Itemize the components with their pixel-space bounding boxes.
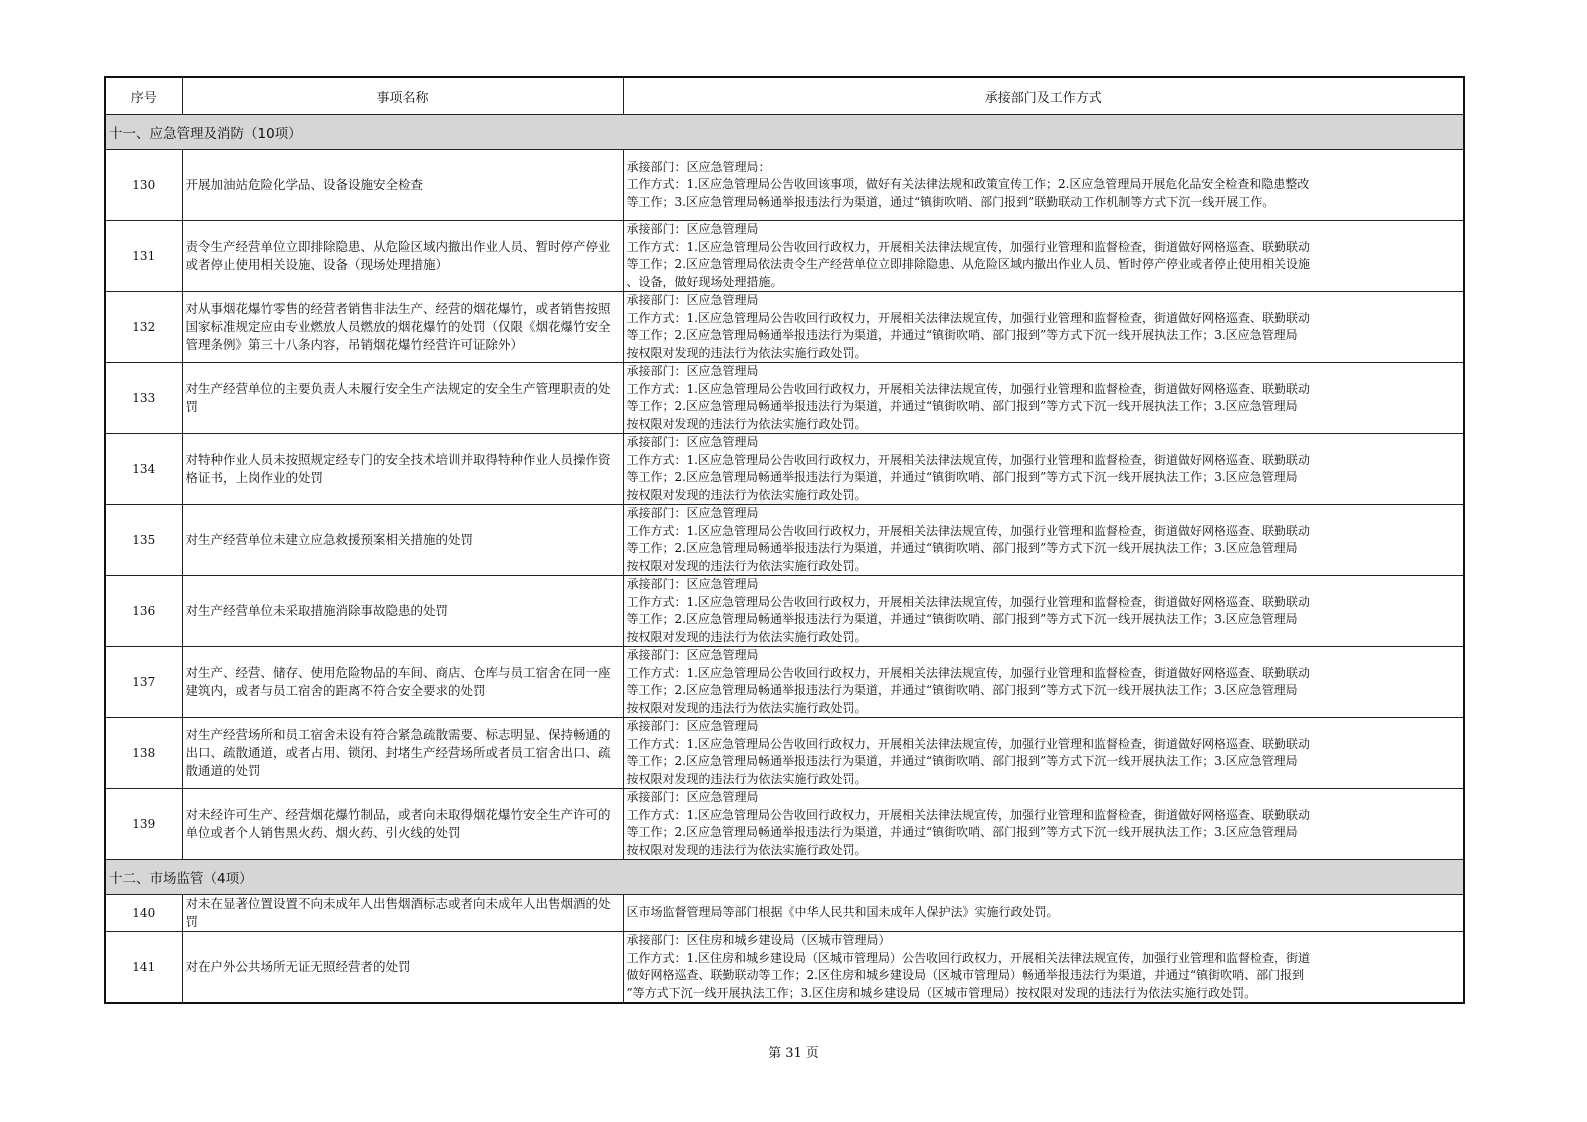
item-name: 对未经许可生产、经营烟花爆竹制品，或者向未取得烟花爆竹安全生产许可的单位或者个人销售黑火药、烟火药、引火线的处罚 [182, 789, 623, 860]
department-method-line: 承接部门：区应急管理局： [626, 159, 771, 174]
item-name: 对生产经营单位未采取措施消除事故隐患的处罚 [182, 576, 623, 647]
department-method-line: 等工作；2.区应急管理局畅通举报违法行为渠道，并通过“镇街吹哨、部门报到”等方式下沉一线开展执法工作；3.区应急管理局 [626, 612, 1298, 626]
table-row [105, 434, 1464, 505]
department-method [623, 505, 1464, 576]
table-row [105, 576, 1464, 647]
item-name: 对生产经营单位未建立应急救援预案相关措施的处罚 [182, 505, 623, 576]
section-row [105, 115, 1464, 150]
department-method-line: 承接部门：区应急管理局 [626, 435, 759, 449]
department-method-line: 承接部门：区应急管理局 [626, 719, 759, 733]
department-method [623, 150, 1464, 221]
row-number: 132 [105, 292, 182, 363]
department-method-line: 等工作；2.区应急管理局畅通举报违法行为渠道，并通过“镇街吹哨、部门报到”等方式下沉一线开展执法工作；3.区应急管理局 [626, 399, 1298, 413]
department-method [623, 895, 1464, 932]
section-title: 十一、应急管理及消防（10项） [105, 115, 1464, 150]
table-row [105, 150, 1464, 221]
department-method-line: 等工作；3.区应急管理局畅通举报违法行为渠道，通过“镇街吹哨、部门报到”联勤联动工作机制等方式下沉一线开展工作。 [626, 194, 1275, 209]
department-method-line: 等工作；2.区应急管理局畅通举报违法行为渠道，并通过“镇街吹哨、部门报到”等方式下沉一线开展执法工作；3.区应急管理局 [626, 825, 1298, 839]
row-number: 137 [105, 647, 182, 718]
department-method-line: 工作方式：1.区应急管理局公告收回行政权力，开展相关法律法规宣传，加强行业管理和监督检查，街道做好网格巡查、联勤联动 [626, 310, 1310, 325]
table-row [105, 363, 1464, 434]
department-method [623, 292, 1464, 363]
item-name: 对未在显著位置设置不向未成年人出售烟酒标志或者向未成年人出售烟酒的处罚 [182, 895, 623, 932]
row-number: 133 [105, 363, 182, 434]
item-name: 对生产、经营、储存、使用危险物品的车间、商店、仓库与员工宿舍在同一座建筑内，或者与员工宿舍的距离不符合安全要求的处罚 [182, 647, 623, 718]
department-method [623, 434, 1464, 505]
table-row [105, 718, 1464, 789]
department-method-line: 按权限对发现的违法行为依法实施行政处罚。 [626, 416, 867, 431]
department-method-line: 承接部门：区应急管理局 [626, 648, 759, 662]
department-method-line: 按权限对发现的违法行为依法实施行政处罚。 [626, 771, 867, 786]
department-method-line: 等工作；2.区应急管理局畅通举报违法行为渠道，并通过“镇街吹哨、部门报到”等方式下沉一线开展执法工作；3.区应急管理局 [626, 470, 1298, 484]
items-table [104, 76, 1465, 1004]
section-row [105, 860, 1464, 895]
department-method [623, 576, 1464, 647]
department-method-line: 承接部门：区应急管理局 [626, 577, 759, 591]
department-method [623, 363, 1464, 434]
row-number: 130 [105, 150, 182, 221]
item-name: 对在户外公共场所无证无照经营者的处罚 [182, 932, 623, 1004]
item-name: 对生产经营场所和员工宿舍未设有符合紧急疏散需要、标志明显、保持畅通的出口、疏散通道，或者占用、锁闭、封堵生产经营场所或者员工宿舍出口、疏散通道的处罚 [182, 718, 623, 789]
department-method-line: 按权限对发现的违法行为依法实施行政处罚。 [626, 345, 867, 360]
department-method-line: 工作方式：1.区应急管理局公告收回该事项，做好有关法律法规和政策宣传工作；2.区应急管理局开展危化品安全检查和隐患整改 [626, 177, 1310, 192]
department-method [623, 718, 1464, 789]
table-header-row [105, 77, 1464, 115]
department-method-line: 等工作；2.区应急管理局依法责令生产经营单位立即排除隐患、从危险区域内撤出作业人员、暂时停产停业或者停止使用相关设施 [626, 257, 1310, 271]
department-method-line: 做好网格巡查、联勤联动等工作；2.区住房和城乡建设局（区城市管理局）畅通举报违法行为渠道，并通过“镇街吹哨、部门报到 [626, 968, 1305, 982]
department-method-line: 工作方式：1.区应急管理局公告收回行政权力，开展相关法律法规宣传，加强行业管理和监督检查，街道做好网格巡查、联勤联动 [626, 807, 1310, 822]
department-method-line: 、设备，做好现场处理措施。 [626, 274, 783, 289]
department-method [623, 647, 1464, 718]
table-row [105, 789, 1464, 860]
department-method-line: 工作方式：1.区应急管理局公告收回行政权力，开展相关法律法规宣传，加强行业管理和监督检查，街道做好网格巡查、联勤联动 [626, 239, 1310, 254]
item-name: 对从事烟花爆竹零售的经营者销售非法生产、经营的烟花爆竹，或者销售按照国家标准规定应由专业燃放人员燃放的烟花爆竹的处罚（仅限《烟花爆竹安全管理条例》第三十八条内容，吊销烟花爆竹经营许可证除外） [182, 292, 623, 363]
department-method-line: 工作方式：1.区应急管理局公告收回行政权力，开展相关法律法规宣传，加强行业管理和监督检查，街道做好网格巡查、联勤联动 [626, 594, 1310, 609]
header-item-name: 事项名称 [182, 77, 623, 115]
header-department-method: 承接部门及工作方式 [623, 77, 1464, 115]
department-method-line: 承接部门：区应急管理局 [626, 364, 759, 378]
department-method-line: 按权限对发现的违法行为依法实施行政处罚。 [626, 487, 867, 502]
department-method-line: 等工作；2.区应急管理局畅通举报违法行为渠道，并通过“镇街吹哨、部门报到”等方式下沉一线开展执法工作；3.区应急管理局 [626, 683, 1298, 697]
department-method-line: 承接部门：区住房和城乡建设局（区城市管理局） [626, 933, 891, 947]
row-number: 131 [105, 221, 182, 292]
department-method-line: 工作方式：1.区住房和城乡建设局（区城市管理局）公告收回行政权力，开展相关法律法规宣传，加强行业管理和监督检查，街道 [626, 950, 1310, 965]
department-method [623, 221, 1464, 292]
department-method-line: 等工作；2.区应急管理局畅通举报违法行为渠道，并通过“镇街吹哨、部门报到”等方式下沉一线开展执法工作；3.区应急管理局 [626, 328, 1298, 342]
department-method-line: 工作方式：1.区应急管理局公告收回行政权力，开展相关法律法规宣传，加强行业管理和监督检查，街道做好网格巡查、联勤联动 [626, 381, 1310, 396]
row-number: 140 [105, 895, 182, 932]
department-method-line: 工作方式：1.区应急管理局公告收回行政权力，开展相关法律法规宣传，加强行业管理和监督检查，街道做好网格巡查、联勤联动 [626, 665, 1310, 680]
item-name: 对生产经营单位的主要负责人未履行安全生产法规定的安全生产管理职责的处罚 [182, 363, 623, 434]
department-method-line: ”等方式下沉一线开展执法工作；3.区住房和城乡建设局（区城市管理局）按权限对发现的违法行为依法实施行政处罚。 [626, 985, 1257, 1000]
department-method-line: 按权限对发现的违法行为依法实施行政处罚。 [626, 700, 867, 715]
header-number: 序号 [105, 77, 182, 115]
department-method-line: 区市场监督管理局等部门根据《中华人民共和国未成年人保护法》实施行政处罚。 [626, 905, 1059, 920]
item-name: 开展加油站危险化学品、设备设施安全检查 [182, 150, 623, 221]
item-name: 对特种作业人员未按照规定经专门的安全技术培训并取得特种作业人员操作资格证书，上岗作业的处罚 [182, 434, 623, 505]
department-method-line: 工作方式：1.区应急管理局公告收回行政权力，开展相关法律法规宣传，加强行业管理和监督检查，街道做好网格巡查、联勤联动 [626, 523, 1310, 538]
department-method-line: 工作方式：1.区应急管理局公告收回行政权力，开展相关法律法规宣传，加强行业管理和监督检查，街道做好网格巡查、联勤联动 [626, 452, 1310, 467]
table-row [105, 647, 1464, 718]
section-title: 十二、市场监管（4项） [105, 860, 1464, 895]
table-row [105, 505, 1464, 576]
department-method-line: 按权限对发现的违法行为依法实施行政处罚。 [626, 629, 867, 644]
department-method-line: 承接部门：区应急管理局 [626, 506, 759, 520]
department-method-line: 按权限对发现的违法行为依法实施行政处罚。 [626, 558, 867, 573]
department-method-line: 承接部门：区应急管理局 [626, 293, 759, 307]
page-number: 第 31 页 [768, 1046, 819, 1061]
department-method-line: 等工作；2.区应急管理局畅通举报违法行为渠道，并通过“镇街吹哨、部门报到”等方式下沉一线开展执法工作；3.区应急管理局 [626, 754, 1298, 768]
department-method [623, 932, 1464, 1004]
table-row [105, 292, 1464, 363]
row-number: 135 [105, 505, 182, 576]
department-method-line: 等工作；2.区应急管理局畅通举报违法行为渠道，并通过“镇街吹哨、部门报到”等方式下沉一线开展执法工作；3.区应急管理局 [626, 541, 1298, 555]
table-row [105, 895, 1464, 932]
table-row [105, 221, 1464, 292]
row-number: 141 [105, 932, 182, 1004]
row-number: 138 [105, 718, 182, 789]
item-name: 责令生产经营单位立即排除隐患、从危险区域内撤出作业人员、暂时停产停业或者停止使用相关设施、设备（现场处理措施） [182, 221, 623, 292]
department-method-line: 承接部门：区应急管理局 [626, 222, 759, 236]
row-number: 139 [105, 789, 182, 860]
row-number: 134 [105, 434, 182, 505]
department-method-line: 承接部门：区应急管理局 [626, 790, 759, 804]
table-row [105, 932, 1464, 1004]
department-method-line: 工作方式：1.区应急管理局公告收回行政权力，开展相关法律法规宣传，加强行业管理和监督检查，街道做好网格巡查、联勤联动 [626, 736, 1310, 751]
row-number: 136 [105, 576, 182, 647]
department-method-line: 按权限对发现的违法行为依法实施行政处罚。 [626, 842, 867, 857]
department-method [623, 789, 1464, 860]
